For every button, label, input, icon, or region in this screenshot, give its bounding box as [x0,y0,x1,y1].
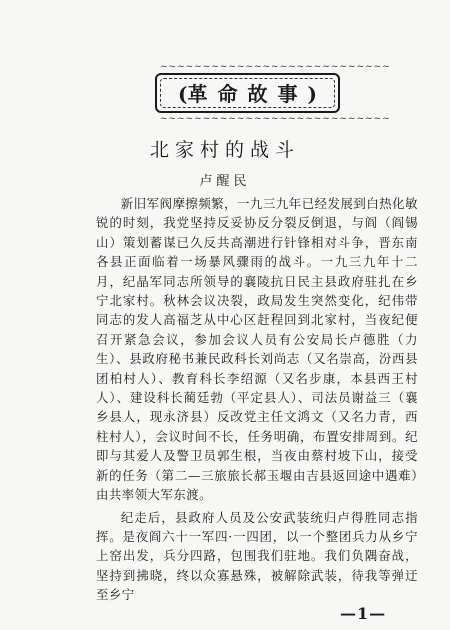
banner-title [157,81,338,107]
section-banner [155,73,340,113]
body-paragraph: 新旧军阀摩擦频繁，一九三九年已经发展到白热化敏锐的时刻，我党坚持反妥协反分裂反倒退，与阎（阎锡山）策划蓄谋已久反共高潮进行针锋相对斗争，晋东南各县正面临着一场暴风骤雨的战斗。一九三九年十二月，纪晶军同志所领导的襄陵抗日民主县政府驻扎在乡宁北家村。秋林会议决裂，政局发生突然变化，纪伟带同志的发人高福芝从中心区赶程回到北家村，当夜纪便召开紧急会议，参加会议人员有公安局长卢德胜（力生）、县政府秘书兼民政科长刘尚志（又名崇高，汾西县团柏村人）、教育科长李绍源（又名步康，本县西王村人）、建设科长蔺廷勃（平定县人）、司法员谢益三（襄乡县人，现永济县）反改党主任文鸿文（又名力青，西柱村人），会议时间不长，任务明确，布置安排周到。纪即与其爱人及警卫员郭生根，当夜由蔡村坡下山，接受新的任务（第二—三旅旅长郝玉堰由吉县返回途中遇难）由共率领大军东渡。 [96,196,418,503]
banner-decoration-top: ~~~~~~~~~~~~~~~~~~~~~~~~~~~ [160,62,391,72]
banner-title-text: 革命故事 [187,82,308,106]
page-number: —1— [340,604,387,623]
body-paragraph: 纪走后，县政府人员及公安武装统归卢得胜同志指挥。是夜阎六十一军四·一四团，以一个整团兵力从乡宁上窑出发，兵分四路，包围我们驻地。我们负隅奋战，坚持到拂晓，终以众寡悬殊，被解除武装，待我等弹迂至乡宁 [96,509,418,603]
banner-paren-open: ( [178,82,188,106]
article-title: 北家村的战斗 [149,139,300,161]
article-author: 卢醒民 [199,174,251,189]
article-body [96,194,418,608]
banner-decoration-bottom: ~~~~~~~~~~~~~~~~~~~~~~~~~~~ [160,114,391,124]
banner-paren-close: ) [307,82,317,106]
